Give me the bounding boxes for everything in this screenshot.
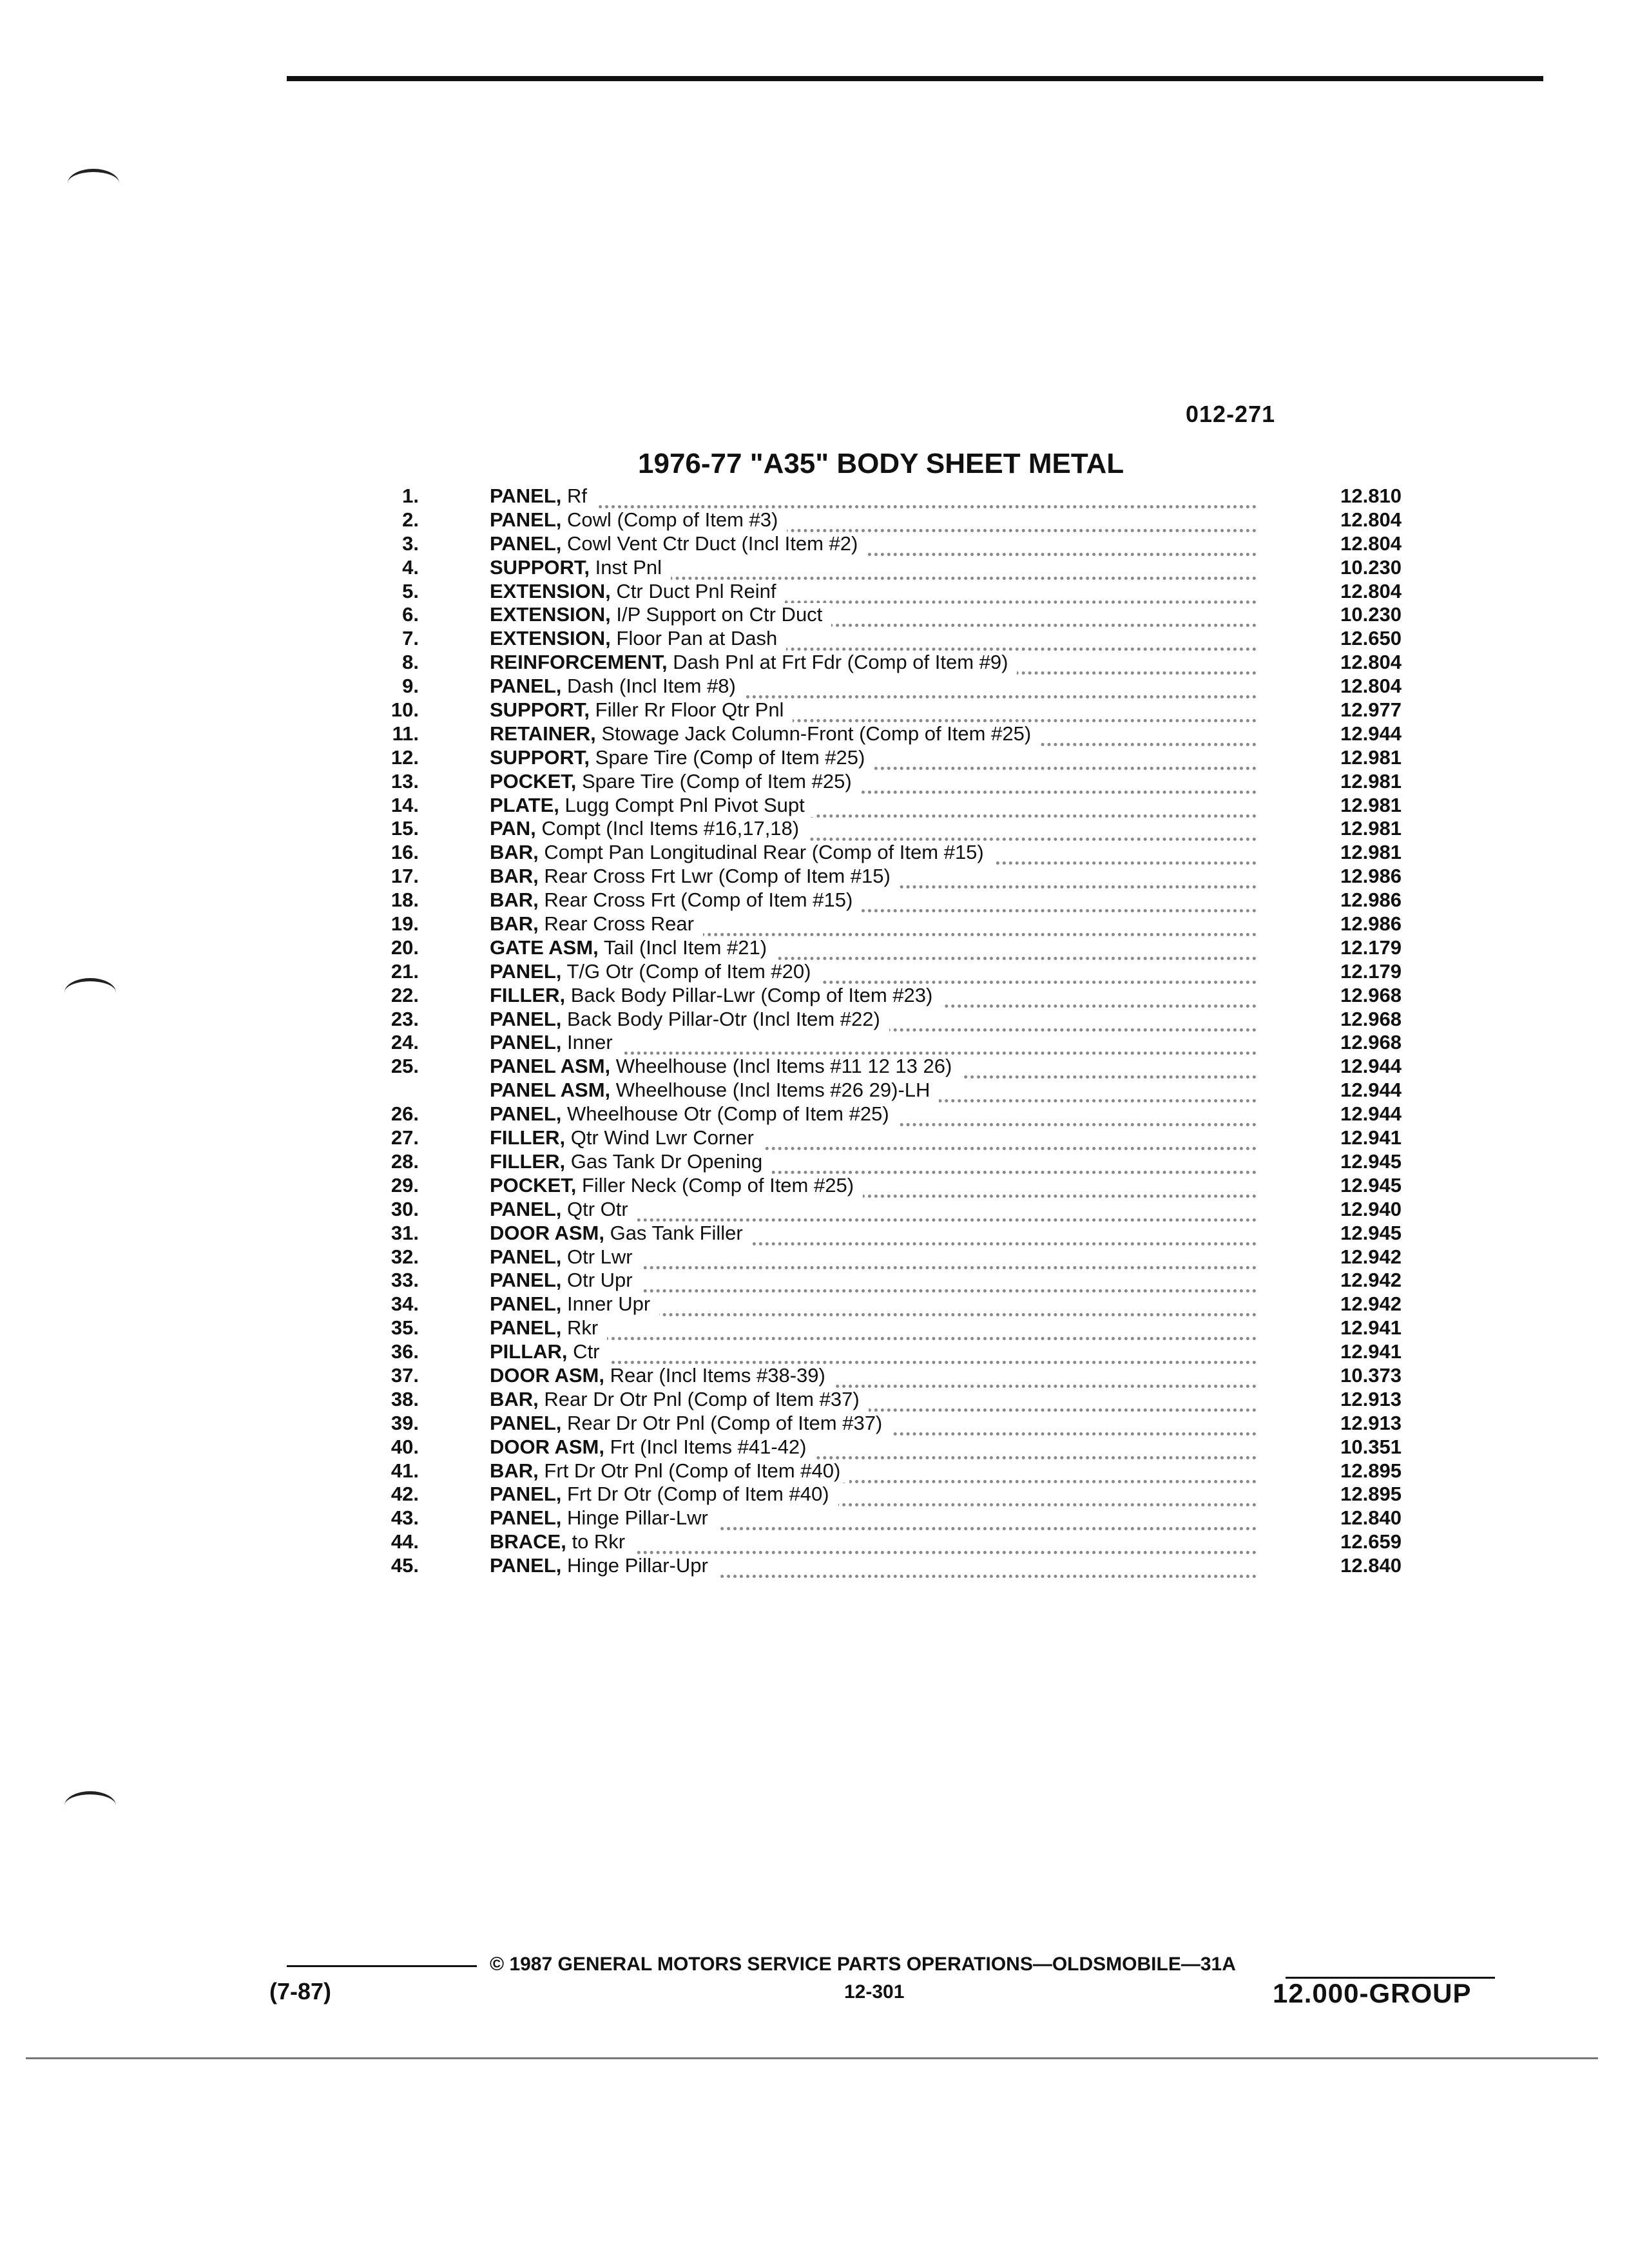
part-name: BRACE, (490, 1530, 566, 1553)
part-name: EXTENSION, (490, 603, 611, 626)
part-number: 24. (390, 1031, 419, 1054)
group-code: 12.941 (1298, 1316, 1402, 1340)
part-description: T/G Otr (Comp of Item #20) (561, 959, 811, 983)
group-code: 12.981 (1298, 746, 1402, 770)
part-name: RETAINER, (490, 722, 596, 745)
part-name: BAR, (490, 1387, 539, 1410)
part-row (361, 746, 1405, 770)
part-row (361, 603, 1405, 627)
part-number: 40. (390, 1435, 419, 1458)
part-text (490, 984, 941, 1008)
part-text (490, 1055, 961, 1079)
part-row (361, 1079, 1405, 1102)
part-text (490, 1340, 609, 1364)
part-row (361, 1340, 1405, 1364)
group-code: 12.650 (1298, 627, 1402, 651)
part-row (361, 960, 1405, 984)
bottom-rule (26, 2057, 1598, 2059)
part-description: Hinge Pillar-Lwr (561, 1506, 708, 1530)
group-code: 10.351 (1298, 1436, 1402, 1459)
part-text (490, 627, 786, 651)
group-code: 12.981 (1298, 794, 1402, 818)
part-name: PANEL, (490, 1506, 562, 1530)
part-row (361, 770, 1405, 794)
part-row (361, 485, 1405, 508)
part-description: Qtr Otr (561, 1197, 628, 1220)
part-number: 2. (402, 508, 419, 531)
part-row (361, 1031, 1405, 1055)
part-description: Otr Lwr (561, 1245, 633, 1268)
part-row (361, 889, 1405, 912)
part-number: 35. (390, 1316, 419, 1340)
part-number: 33. (390, 1269, 419, 1292)
part-text (490, 1150, 771, 1174)
group-code: 12.804 (1298, 651, 1402, 675)
part-name: PANEL, (490, 675, 562, 698)
part-row (361, 1530, 1405, 1554)
part-row (361, 984, 1405, 1008)
part-description: Inst Pnl (590, 555, 662, 579)
part-row (361, 651, 1405, 675)
part-name: BAR, (490, 1459, 539, 1482)
part-name: PANEL, (490, 1269, 562, 1292)
part-description: Frt Dr Otr Pnl (Comp of Item #40) (538, 1459, 841, 1482)
part-number: 22. (390, 983, 419, 1006)
part-number: 5. (402, 579, 419, 602)
part-description: Wheelhouse (Incl Items #26 29)-LH (610, 1079, 930, 1102)
part-row (361, 1412, 1405, 1436)
part-name: PANEL, (490, 1197, 562, 1220)
part-number: 20. (390, 936, 419, 959)
parts-list (361, 485, 1405, 1578)
part-number: 39. (390, 1411, 419, 1434)
part-name: PANEL, (490, 1293, 562, 1316)
part-row (361, 1554, 1405, 1578)
group-code: 12.942 (1298, 1293, 1402, 1316)
part-description: Spare Tire (Comp of Item #25) (590, 745, 865, 769)
part-number: 15. (390, 817, 419, 840)
part-number: 45. (390, 1554, 419, 1577)
part-text (490, 1412, 891, 1436)
part-row (361, 532, 1405, 556)
part-number: 18. (390, 889, 419, 912)
group-code: 12.804 (1298, 532, 1402, 556)
part-description: Rear Cross Frt (Comp of Item #15) (538, 889, 853, 912)
part-text (490, 936, 776, 960)
part-row (361, 1102, 1405, 1126)
part-number: 1. (402, 485, 419, 507)
part-row (361, 1293, 1405, 1316)
part-text (490, 817, 808, 841)
part-number: 38. (390, 1387, 419, 1410)
group-code: 12.986 (1298, 912, 1402, 936)
document-title: 1976-77 "A35" BODY SHEET METAL (638, 448, 1124, 479)
part-row (361, 1055, 1405, 1079)
group-code: 10.373 (1298, 1364, 1402, 1388)
group-code: 10.230 (1298, 556, 1402, 580)
part-row (361, 936, 1405, 960)
part-text (490, 1008, 889, 1032)
part-description: I/P Support on Ctr Duct (610, 603, 823, 626)
group-code: 12.804 (1298, 508, 1402, 532)
part-text (490, 1483, 838, 1506)
group-code: 12.179 (1298, 960, 1402, 984)
part-name: PLATE, (490, 793, 559, 816)
part-text (490, 746, 874, 770)
group-code: 12.840 (1298, 1506, 1402, 1530)
part-row (361, 627, 1405, 651)
part-description: Back Body Pillar-Lwr (Comp of Item #23) (565, 983, 933, 1006)
part-text (490, 1174, 863, 1198)
part-description: Frt Dr Otr (Comp of Item #40) (561, 1483, 829, 1506)
part-text (490, 580, 785, 604)
part-description: Otr Upr (561, 1269, 633, 1292)
part-description: Cowl Vent Ctr Duct (Incl Item #2) (561, 532, 858, 555)
leader-dots (490, 492, 1257, 508)
part-number: 8. (402, 651, 419, 674)
page-number: 12-301 (844, 1981, 905, 2003)
group-code: 12.944 (1298, 1079, 1402, 1102)
part-name: PANEL, (490, 532, 562, 555)
punch-hole-mark (64, 978, 116, 1007)
part-text (490, 1269, 642, 1293)
part-row (361, 912, 1405, 936)
part-text (490, 508, 787, 532)
part-row (361, 865, 1405, 889)
group-code: 12.179 (1298, 936, 1402, 960)
part-text (490, 1126, 763, 1150)
part-description: Cowl (Comp of Item #3) (561, 508, 778, 531)
group-code: 12.810 (1298, 485, 1402, 508)
part-text (490, 485, 596, 508)
part-text (490, 1198, 637, 1222)
part-name: PANEL, (490, 508, 562, 531)
part-number: 9. (402, 675, 419, 698)
part-description: Gas Tank Filler (604, 1221, 743, 1244)
part-name: PANEL, (490, 1007, 562, 1030)
group-code: 12.840 (1298, 1554, 1402, 1578)
part-row (361, 1459, 1405, 1483)
part-text (490, 912, 703, 936)
part-name: PANEL ASM, (490, 1055, 611, 1078)
part-text (490, 651, 1017, 675)
part-text (490, 1316, 607, 1340)
group-code: 12.945 (1298, 1150, 1402, 1174)
group-code: 12.941 (1298, 1126, 1402, 1150)
part-name: PILLAR, (490, 1340, 568, 1363)
part-name: DOOR ASM, (490, 1435, 604, 1458)
part-text (490, 841, 993, 865)
group-code: 12.986 (1298, 889, 1402, 912)
group-code: 12.913 (1298, 1412, 1402, 1436)
part-number: 44. (390, 1530, 419, 1553)
punch-hole-mark (64, 1791, 116, 1820)
part-text (490, 1388, 869, 1412)
part-text (490, 1436, 816, 1459)
group-code: 12.942 (1298, 1245, 1402, 1269)
part-row (361, 1245, 1405, 1269)
part-name: PANEL, (490, 1554, 562, 1577)
part-description: Lugg Compt Pnl Pivot Supt (559, 793, 805, 816)
part-description: Rear Cross Rear (538, 912, 694, 936)
part-number: 6. (402, 603, 419, 626)
part-name: FILLER, (490, 983, 566, 1006)
group-code: 10.230 (1298, 603, 1402, 627)
part-description: Tail (Incl Item #21) (598, 936, 767, 959)
part-row (361, 1222, 1405, 1245)
part-number: 19. (390, 912, 419, 936)
part-name: BAR, (490, 889, 539, 912)
part-number: 30. (390, 1197, 419, 1220)
part-number: 4. (402, 555, 419, 579)
part-row (361, 675, 1405, 698)
part-name: PANEL, (490, 1411, 562, 1434)
part-description: Inner (561, 1031, 613, 1054)
part-number: 34. (390, 1293, 419, 1316)
part-number: 27. (390, 1126, 419, 1149)
revision-date: (7-87) (269, 1978, 332, 2004)
top-rule (287, 76, 1543, 81)
part-name: EXTENSION, (490, 627, 611, 650)
group-code: 12.804 (1298, 675, 1402, 698)
group-code: 12.804 (1298, 580, 1402, 604)
part-number: 28. (390, 1149, 419, 1173)
part-text (490, 1102, 898, 1126)
part-name: SUPPORT, (490, 745, 590, 769)
part-text (490, 1293, 659, 1316)
part-number: 41. (390, 1459, 419, 1482)
part-text (490, 1031, 622, 1055)
part-description: Rear Dr Otr Pnl (Comp of Item #37) (538, 1387, 860, 1410)
part-name: REINFORCEMENT, (490, 651, 668, 674)
part-number: 11. (392, 722, 419, 745)
part-description: Gas Tank Dr Opening (565, 1149, 763, 1173)
part-text (490, 1222, 752, 1245)
group-code: 12.968 (1298, 1031, 1402, 1055)
part-text (490, 794, 814, 818)
part-description: Inner Upr (561, 1293, 651, 1316)
part-number: 26. (390, 1102, 419, 1126)
part-name: BAR, (490, 912, 539, 936)
part-description: Ctr (567, 1340, 600, 1363)
footer-rule-left (287, 1965, 477, 1967)
part-name: SUPPORT, (490, 698, 590, 722)
part-number: 31. (390, 1221, 419, 1244)
part-text (490, 532, 867, 556)
group-code: 12.659 (1298, 1530, 1402, 1554)
part-text (490, 1364, 834, 1388)
part-number: 10. (390, 698, 419, 722)
part-text (490, 889, 862, 912)
part-number: 13. (390, 769, 419, 793)
part-row (361, 841, 1405, 865)
group-code: 12.895 (1298, 1483, 1402, 1506)
part-name: GATE ASM, (490, 936, 599, 959)
part-text (490, 1459, 849, 1483)
part-description: Wheelhouse Otr (Comp of Item #25) (561, 1102, 889, 1126)
part-text (490, 865, 900, 889)
group-code: 12.945 (1298, 1174, 1402, 1198)
part-row (361, 580, 1405, 604)
part-text (490, 1079, 939, 1102)
part-number: 36. (390, 1340, 419, 1363)
part-row (361, 1150, 1405, 1174)
part-name: PANEL, (490, 1316, 562, 1340)
part-row (361, 556, 1405, 580)
group-code: 12.944 (1298, 1102, 1402, 1126)
group-code: 12.913 (1298, 1388, 1402, 1412)
group-code: 12.945 (1298, 1222, 1402, 1245)
group-code: 12.895 (1298, 1459, 1402, 1483)
part-description: Dash (Incl Item #8) (561, 675, 736, 698)
part-description: Filler Neck (Comp of Item #25) (576, 1173, 854, 1196)
part-name: FILLER, (490, 1126, 566, 1149)
group-code: 12.968 (1298, 1008, 1402, 1032)
part-description: Compt (Incl Items #16,17,18) (535, 817, 800, 840)
group-code: 12.981 (1298, 841, 1402, 865)
group-label: 12.000-GROUP (1273, 1978, 1472, 2008)
part-number: 25. (390, 1055, 419, 1078)
part-description: Rear Cross Frt Lwr (Comp of Item #15) (538, 865, 891, 888)
part-row (361, 1126, 1405, 1150)
group-code: 12.968 (1298, 984, 1402, 1008)
part-description: Back Body Pillar-Otr (Incl Item #22) (561, 1007, 880, 1030)
part-name: PANEL, (490, 485, 562, 507)
part-number: 3. (402, 532, 419, 555)
part-row (361, 1174, 1405, 1198)
part-name: PANEL, (490, 959, 562, 983)
part-description: Ctr Duct Pnl Reinf (610, 579, 776, 602)
part-text (490, 960, 820, 984)
group-code: 12.981 (1298, 817, 1402, 841)
part-number: 32. (390, 1245, 419, 1268)
part-name: DOOR ASM, (490, 1363, 604, 1387)
part-row (361, 1269, 1405, 1293)
group-code: 12.944 (1298, 722, 1402, 746)
part-text (490, 722, 1040, 746)
part-name: EXTENSION, (490, 579, 611, 602)
part-description: Wheelhouse (Incl Items #11 12 13 26) (610, 1055, 952, 1078)
part-row (361, 1436, 1405, 1459)
part-number: 16. (390, 841, 419, 864)
part-description: Rear Dr Otr Pnl (Comp of Item #37) (561, 1411, 883, 1434)
part-name: SUPPORT, (490, 555, 590, 579)
part-description: Frt (Incl Items #41-42) (604, 1435, 807, 1458)
group-code: 12.940 (1298, 1198, 1402, 1222)
part-row (361, 1008, 1405, 1032)
part-number: 7. (402, 627, 419, 650)
part-row (361, 1364, 1405, 1388)
part-text (490, 556, 671, 580)
part-number: 21. (390, 959, 419, 983)
part-name: PANEL, (490, 1245, 562, 1268)
part-number: 37. (390, 1363, 419, 1387)
part-name: BAR, (490, 865, 539, 888)
group-code: 12.941 (1298, 1340, 1402, 1364)
part-number: 23. (390, 1007, 419, 1030)
part-name: FILLER, (490, 1149, 566, 1173)
part-description: Rear (Incl Items #38-39) (604, 1363, 825, 1387)
part-number: 43. (390, 1506, 419, 1530)
part-description: Filler Rr Floor Qtr Pnl (590, 698, 784, 722)
part-row (361, 1316, 1405, 1340)
part-text (490, 1245, 642, 1269)
group-code: 12.981 (1298, 770, 1402, 794)
part-name: POCKET, (490, 769, 577, 793)
part-row (361, 794, 1405, 818)
group-code: 12.977 (1298, 698, 1402, 722)
part-text (490, 1554, 717, 1578)
part-description: Floor Pan at Dash (610, 627, 778, 650)
part-description: Rf (561, 485, 588, 507)
punch-hole-mark (68, 169, 119, 198)
part-description: Compt Pan Longitudinal Rear (Comp of Item #15) (538, 841, 984, 864)
part-text (490, 675, 745, 698)
part-row (361, 722, 1405, 746)
copyright-notice: © 1987 GENERAL MOTORS SERVICE PARTS OPERATIONS—OLDSMOBILE—31A (490, 1954, 1236, 1975)
part-name: PANEL, (490, 1483, 562, 1506)
part-name: PANEL ASM, (490, 1079, 611, 1102)
part-description: Qtr Wind Lwr Corner (565, 1126, 754, 1149)
part-description: to Rkr (566, 1530, 626, 1553)
part-row (361, 1388, 1405, 1412)
part-number: 17. (390, 865, 419, 888)
part-row (361, 508, 1405, 532)
part-row (361, 1198, 1405, 1222)
catalog-number: 012-271 (1186, 401, 1276, 427)
part-text (490, 1530, 634, 1554)
part-row (361, 1506, 1405, 1530)
part-name: DOOR ASM, (490, 1221, 604, 1244)
part-description: Hinge Pillar-Upr (561, 1554, 708, 1577)
part-text (490, 603, 831, 627)
part-name: BAR, (490, 841, 539, 864)
part-name: POCKET, (490, 1173, 577, 1196)
part-number: 29. (390, 1173, 419, 1196)
group-code: 12.944 (1298, 1055, 1402, 1079)
group-code: 12.942 (1298, 1269, 1402, 1293)
group-code: 12.986 (1298, 865, 1402, 889)
part-text (490, 1506, 717, 1530)
part-description: Rkr (561, 1316, 599, 1340)
part-description: Stowage Jack Column-Front (Comp of Item #25) (595, 722, 1032, 745)
part-number: 12. (390, 745, 419, 769)
part-text (490, 698, 793, 722)
part-row (361, 698, 1405, 722)
part-description: Spare Tire (Comp of Item #25) (576, 769, 852, 793)
part-row (361, 1483, 1405, 1506)
part-name: PANEL, (490, 1102, 562, 1126)
part-number: 42. (390, 1483, 419, 1506)
part-number: 14. (390, 793, 419, 816)
part-text (490, 770, 861, 794)
part-name: PANEL, (490, 1031, 562, 1054)
part-description: Dash Pnl at Frt Fdr (Comp of Item #9) (667, 651, 1008, 674)
part-row (361, 817, 1405, 841)
part-name: PAN, (490, 817, 536, 840)
